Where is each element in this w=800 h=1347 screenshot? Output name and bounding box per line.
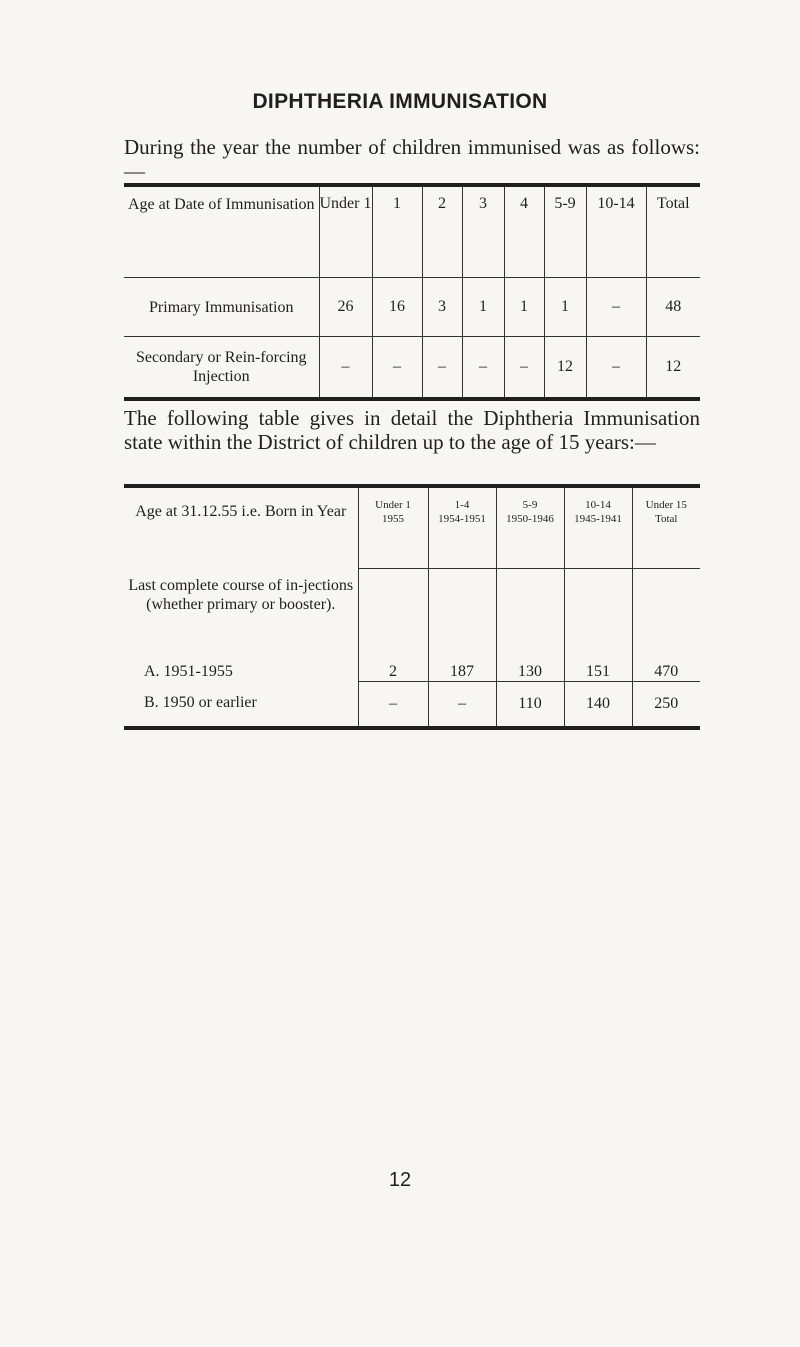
table2-header-cell bbox=[632, 486, 700, 568]
row-label: A. 1951-1955 bbox=[144, 663, 233, 680]
table-cell: 12 bbox=[544, 337, 586, 400]
header-age: 5-9 bbox=[522, 499, 538, 511]
table-cell: 3 bbox=[422, 278, 462, 337]
table2-header-label: Age at 31.12.55 i.e. Born in Year bbox=[135, 503, 347, 520]
table-cell: 16 bbox=[372, 278, 422, 337]
table1-header-cell: 2 bbox=[422, 185, 462, 278]
table-cell: 470 bbox=[632, 649, 700, 682]
header-years: 1950-1946 bbox=[506, 513, 554, 525]
table1-header-row bbox=[124, 185, 700, 278]
table-cell: – bbox=[462, 337, 504, 400]
detail-paragraph: The following table gives in detail the Diphtheria Immunisation state within the District of children up to the age of 15 years:— bbox=[124, 406, 700, 454]
table-cell: 1 bbox=[504, 278, 544, 337]
table2-header-cell bbox=[428, 486, 496, 568]
intro-paragraph: During the year the number of children immunised was as follows:— bbox=[124, 135, 700, 183]
table-row bbox=[124, 649, 700, 682]
page-title: DIPHTHERIA IMMUNISATION bbox=[252, 90, 548, 113]
immunisation-state-table bbox=[124, 484, 700, 730]
row-label: Secondary or Rein-forcing Injection bbox=[135, 349, 307, 385]
table-cell: 48 bbox=[646, 278, 700, 337]
header-age: Under 15 bbox=[645, 499, 687, 511]
table-row bbox=[124, 278, 700, 337]
table-cell: 26 bbox=[319, 278, 372, 337]
table-cell: 2 bbox=[358, 649, 428, 682]
table1-header-cell: Under 1 bbox=[319, 185, 372, 278]
table-cell: 1 bbox=[544, 278, 586, 337]
table-cell: 130 bbox=[496, 649, 564, 682]
table-cell: – bbox=[358, 681, 428, 728]
row-label: B. 1950 or earlier bbox=[144, 694, 257, 712]
header-years: 1954-1951 bbox=[438, 513, 486, 525]
table-cell: 1 bbox=[462, 278, 504, 337]
table1-header-cell: 5-9 bbox=[544, 185, 586, 278]
table-cell: 140 bbox=[564, 681, 632, 728]
row-label: Primary Immunisation bbox=[124, 278, 319, 337]
table-cell: – bbox=[586, 278, 646, 337]
table1-header-label: Age at Date of Immunisation bbox=[124, 185, 319, 278]
header-age: Under 1 bbox=[375, 499, 411, 511]
header-age: 10-14 bbox=[585, 499, 611, 511]
table1-header-cell: 3 bbox=[462, 185, 504, 278]
table-cell: – bbox=[428, 681, 496, 728]
table-cell: – bbox=[422, 337, 462, 400]
table-cell: 110 bbox=[496, 681, 564, 728]
header-years: Total bbox=[655, 513, 678, 525]
table1-header-cell: 1 bbox=[372, 185, 422, 278]
table-cell: – bbox=[504, 337, 544, 400]
table-cell: 187 bbox=[428, 649, 496, 682]
table1-header-cell: 4 bbox=[504, 185, 544, 278]
table2-header-row bbox=[124, 486, 700, 568]
table2-subheader-row bbox=[124, 568, 700, 649]
table-cell: 12 bbox=[646, 337, 700, 400]
table-row bbox=[124, 337, 700, 400]
table1-header-cell: 10-14 bbox=[586, 185, 646, 278]
header-age: 1-4 bbox=[454, 499, 470, 511]
table-cell: 250 bbox=[632, 681, 700, 728]
table2-header-cell bbox=[496, 486, 564, 568]
header-years: 1955 bbox=[382, 513, 404, 525]
table-cell: – bbox=[319, 337, 372, 400]
table1-header-cell: Total bbox=[646, 185, 700, 278]
page-number: 12 bbox=[388, 1169, 412, 1191]
immunisation-count-table bbox=[124, 183, 700, 401]
table2-header-cell bbox=[358, 486, 428, 568]
table-row bbox=[124, 681, 700, 728]
table-cell: – bbox=[372, 337, 422, 400]
table-cell: 151 bbox=[564, 649, 632, 682]
table2-header-cell bbox=[564, 486, 632, 568]
header-years: 1945-1941 bbox=[574, 513, 622, 525]
course-label: Last complete course of in-jections (whether primary or booster). bbox=[128, 577, 354, 613]
table-cell: – bbox=[586, 337, 646, 400]
